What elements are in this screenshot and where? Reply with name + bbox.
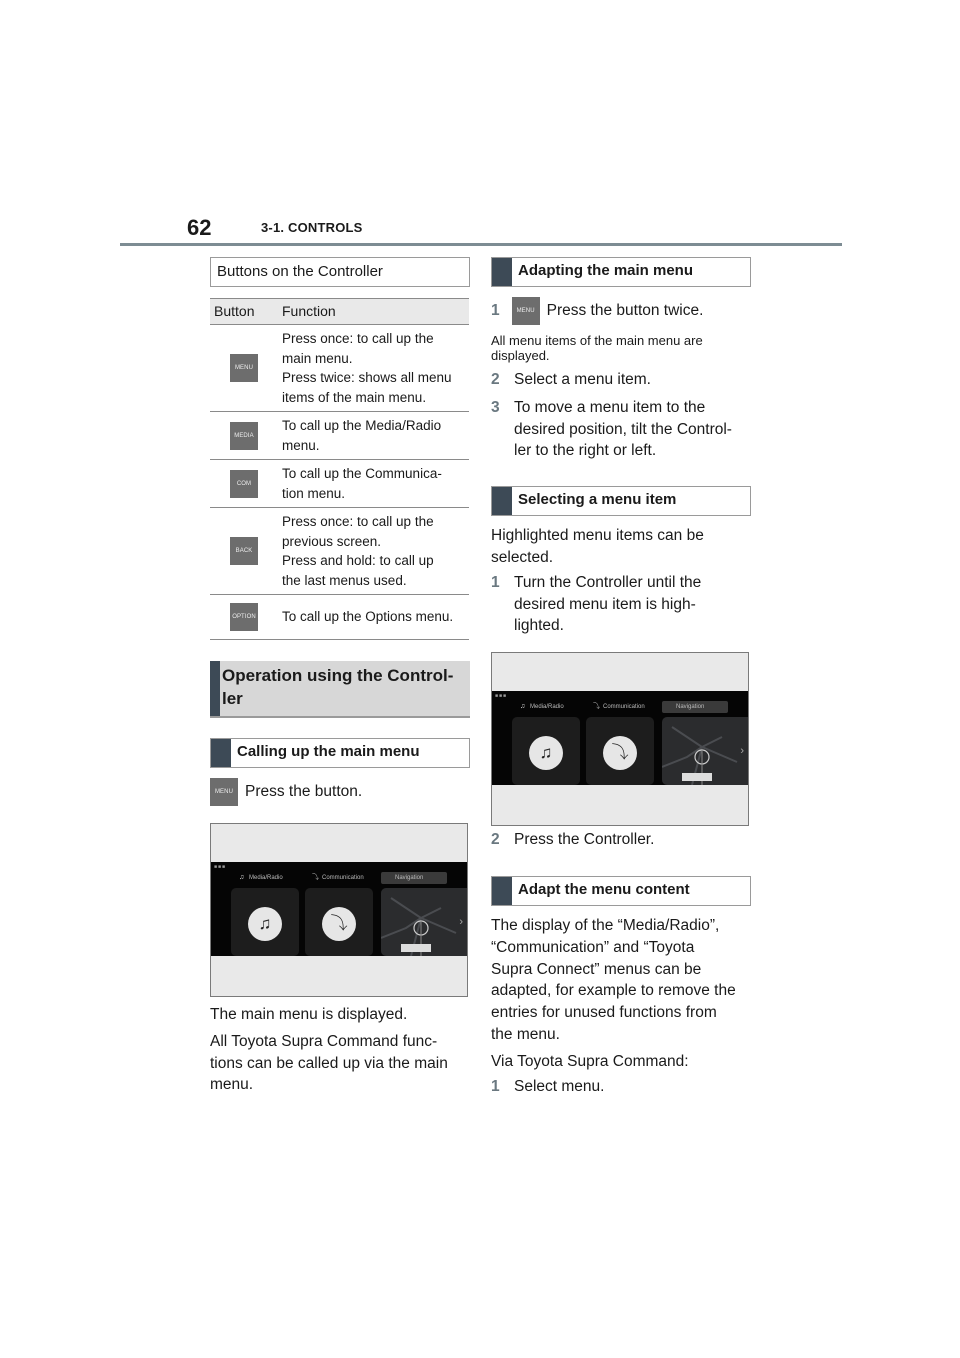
menu-key-icon: MENU <box>230 354 258 382</box>
table-row <box>210 595 469 640</box>
page-number: 62 <box>187 215 212 240</box>
table-header-row <box>210 299 469 325</box>
tab-navigation: Navigation <box>381 872 447 884</box>
navigation-map-card <box>662 717 748 785</box>
subheading-adapt-menu-content: Adapt the menu content <box>491 876 751 906</box>
heading-operation-controller: Operation using the Control- ler <box>210 661 470 718</box>
col-header-function: Function <box>278 299 469 325</box>
table-row <box>210 412 469 460</box>
subheading-adapting-main-menu: Adapting the main menu <box>491 257 751 287</box>
option-key-icon: OPTION <box>230 603 258 631</box>
right-column <box>491 257 751 1097</box>
function-cell: Press once: to call up the main menu. Press twice: shows all menu items of the main menu. <box>278 325 469 412</box>
map-icon <box>662 717 748 785</box>
highlighted-menu-screen <box>492 691 748 785</box>
chevron-right-icon: › <box>740 745 744 758</box>
function-cell: To call up the Options menu. <box>278 595 469 640</box>
phone-icon: ⤵ <box>322 907 356 941</box>
controller-buttons-table <box>210 298 469 640</box>
col-header-button: Button <box>210 299 278 325</box>
note-all-items: All menu items of the main menu are displayed. <box>491 333 703 363</box>
media-key-icon: MEDIA <box>230 422 258 450</box>
function-cell: Press once: to call up the previous screen. Press and hold: to call up the last menus used. <box>278 508 469 595</box>
media-card <box>512 717 580 785</box>
menu-key-icon: MENU <box>512 297 540 325</box>
table-row <box>210 460 469 508</box>
tab-communication: ⤵ Communication <box>312 874 364 881</box>
table-row <box>210 325 469 412</box>
media-card <box>231 888 299 956</box>
tab-communication: ⤵ Communication <box>593 703 645 711</box>
step-2-select-item: 2 Select a menu item. <box>491 371 651 388</box>
via-step-1: 1 Select menu. <box>491 1077 605 1095</box>
map-icon <box>381 888 467 956</box>
screenshot-main-menu <box>210 823 468 997</box>
select-step-2: 2 Press the Controller. <box>491 831 655 849</box>
via-command-text: Via Toyota Supra Command: <box>491 1052 689 1070</box>
screenshot-highlighted-menu <box>491 652 749 826</box>
main-menu-displayed: The main menu is displayed. <box>210 1006 408 1023</box>
status-indicator: ■■■ <box>495 693 508 700</box>
communication-card <box>305 888 373 956</box>
table-row <box>210 508 469 595</box>
function-cell: To call up the Communica- tion menu. <box>278 460 469 508</box>
subheading-selecting-menu-item: Selecting a menu item <box>491 486 751 516</box>
tab-media-radio: ♫ Media/Radio <box>239 874 283 881</box>
step-3-move-item: 3 To move a menu item to the desired position, tilt the Control- ler to the right or left. <box>491 398 732 460</box>
highlighted-items-text: Highlighted menu items can be selected. <box>491 527 704 566</box>
music-note-icon: ♫ <box>248 907 282 941</box>
com-key-icon: COM <box>230 470 258 498</box>
header-rule <box>120 243 842 246</box>
tab-media-radio: ♫ Media/Radio <box>520 703 564 711</box>
press-button-line <box>210 778 470 806</box>
chevron-right-icon: › <box>459 916 463 928</box>
music-note-icon: ♫ <box>529 736 563 770</box>
function-cell: To call up the Media/Radio menu. <box>278 412 469 460</box>
table-caption: Buttons on the Controller <box>210 257 470 287</box>
subheading-calling-main-menu: Calling up the main menu <box>210 738 470 768</box>
tab-navigation: Navigation <box>662 701 728 713</box>
menu-key-icon: MENU <box>210 778 238 806</box>
step-1-press-twice: 1 MENU Press the button twice. <box>491 297 751 325</box>
status-indicator: ■■■ <box>214 864 227 870</box>
phone-icon: ⤵ <box>603 736 637 770</box>
adapt-content-text: The display of the “Media/Radio”, “Communication” and “Toyota Supra Connect” menus can be adapted, for example to remove the entries for unused functions from the menu. <box>491 916 736 1043</box>
navigation-map-card <box>381 888 467 956</box>
section-title: 3-1. CONTROLS <box>261 220 363 235</box>
left-column <box>210 257 470 1096</box>
main-menu-screen <box>211 862 467 956</box>
command-description: All Toyota Supra Command func- tions can be called up via the main menu. <box>210 1032 448 1094</box>
select-step-1: 1 Turn the Controller until the desired menu item is high- lighted. <box>491 573 702 635</box>
communication-card <box>586 717 654 785</box>
press-button-text: Press the button. <box>245 783 363 800</box>
back-key-icon: BACK <box>230 537 258 565</box>
